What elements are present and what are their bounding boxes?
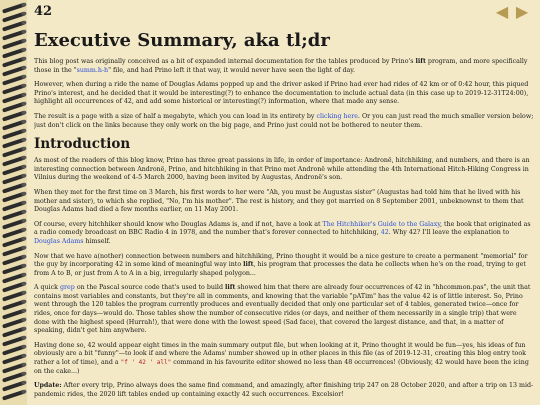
text: Having done so, 42 would appear eight times in the main summary output file, but when looking at it, Prino thought it would be fun—yes, his ideas of fun obviously are a bit "funny"—to look if and where the Adams' number showed up in other places in this file (as of 2019-12-31, creating this blog entry took rather a lot of time), and a bbox=[34, 341, 526, 367]
program-name: lift bbox=[243, 261, 254, 269]
text: Of course, every hitchhiker should know who Douglas Adams is, and if not, have a look at bbox=[34, 220, 323, 228]
text: himself. bbox=[83, 237, 111, 245]
document-page bbox=[34, 0, 534, 405]
text: This blog post was originally conceived as a bit of expanded internal documentation for the tables produced by Prino's bbox=[34, 58, 416, 65]
body-paragraph-4 bbox=[34, 253, 534, 279]
body-paragraph-2: When they met for the first time on 3 March, his first words to her were "Ah, you must be Augustas sister" (Augustas had told him that he lived with his mother and sister), to which she replied, "No, I'm his mother". The rest is history, and they got married on 8 September 2001, unbeknownst to them that Douglas Adams had died a few months earlier, on 11 May 2001. bbox=[34, 188, 524, 214]
body-paragraph-6 bbox=[34, 342, 534, 376]
summ-file-link[interactable]: summ.h-h bbox=[76, 66, 109, 74]
body-paragraph-3 bbox=[34, 221, 534, 247]
program-name: lift bbox=[415, 58, 426, 65]
body-paragraph-1: As most of the readers of this blog know, Prino has three great passions in life, in order of importance: Andronë, hitchhiking, and numbers, and there is an interesting connection between Andronë, Prino, and hitchhiking in that Prino met Andronë while attending the 4th International Hitch-Hiking Congress in Vilnius during the weekend of 4-5 March 2000, having been invited by Augustas, Andronë's son. bbox=[34, 157, 530, 182]
right-arrow-icon[interactable]: ▶ bbox=[515, 2, 529, 21]
left-arrow-icon[interactable]: ◀ bbox=[495, 2, 509, 21]
grep-link[interactable]: grep bbox=[60, 284, 75, 292]
text: A quick bbox=[34, 284, 60, 292]
text: command in his favourite editor showed no less than 48 occurrences! (Obviously, 42 would have been the icing on the cake...) bbox=[34, 359, 529, 375]
text: . Or you can just read the much smaller version below; just don't click on the links because they only work on the big page, and Prino just could not be bothered to neuter them. bbox=[34, 112, 534, 129]
spiral-binding bbox=[0, 0, 27, 405]
page-navigation bbox=[492, 4, 532, 20]
text: After every trip, Prino always does the same find command, and amazingly, after finishing trip 247 on 28 October 2020, and after a trip on 13 mid-pandemic rides, the 2020 lift tables ended up containing exactly 42 such occurrences. Excelsior! bbox=[34, 382, 534, 398]
page-number: 42 bbox=[34, 4, 53, 19]
text: The result is a page with a size of half a megabyte, which you can load in its entirety by bbox=[34, 112, 317, 120]
body-paragraph-5 bbox=[34, 284, 534, 336]
text: " file, and had Prino left it that way, it would never have seen the light of day. bbox=[108, 66, 355, 74]
update-label: Update: bbox=[34, 382, 62, 390]
intro-paragraph-2: However, when during a ride the name of Douglas Adams popped up and the driver asked if Prino had ever had rides of 42 km or of 0:42 hour, this piqued Prino's interest, and he decided that it would be interesting(?) to enhance the documentation to include actual data (in this case up to 2019-12-31T24:00), highlight all occurrences of 42, and add some historical or interesting(?) information, where that made any sense. bbox=[34, 81, 529, 106]
hitchhikers-guide-link[interactable]: The Hitchhiker's Guide to the Galaxy bbox=[322, 220, 441, 228]
intro-paragraph-1 bbox=[34, 58, 534, 75]
page-title: Executive Summary, aka tl;dr bbox=[34, 30, 330, 51]
top-bar bbox=[34, 4, 534, 22]
update-paragraph bbox=[34, 382, 534, 399]
binding-ring bbox=[2, 389, 26, 400]
section-heading-introduction: Introduction bbox=[34, 136, 131, 153]
full-page-link[interactable]: clicking here bbox=[316, 112, 359, 120]
program-name: lift bbox=[224, 284, 236, 292]
text: showed him that there are already four occurrences of 42 in "hhcommon.pas", the unit that contains most variables and constants, but they're all in comments, and knowing that the variable "pATim" has the value 42 is of little interest. So, Prino went through the 120 tables the program currently produces and eventually decided that only one particular set of 4 tables, generated twice—once for rides, once for days—would do. Those tables show the number of consecutive rides (or days, and neither of them necessarily in a single trip) that were done with the highest speed (Hurrah!), that were done with the lowest speed (Sad face), that covered the largest distance, and that, in a matter of speaking, didn't get him anywhere. bbox=[34, 284, 531, 335]
text: on the Pascal source code that's used to build bbox=[74, 284, 225, 292]
text: , his program that processes the data he collects when he's on the road, trying to get from A to B, or just from A to A in a big, irregularly shaped polygon... bbox=[34, 261, 526, 277]
text: Now that we have a(nother) connection between numbers and hitchhiking, Prino thought it would be a nice gesture to create a permanent "memorial" for the guy by incorporating 42 in some kind of meaningful way into bbox=[34, 252, 528, 269]
text: program, and more specifically those in the " bbox=[34, 58, 528, 74]
text: . Why 42? I'll leave the explanation to bbox=[388, 229, 510, 237]
douglas-adams-link[interactable]: Douglas Adams bbox=[34, 237, 84, 245]
article bbox=[34, 30, 534, 405]
intro-paragraph-3 bbox=[34, 113, 534, 130]
editor-command: "f ' 42 ' all" bbox=[120, 359, 172, 367]
number-42-link[interactable]: 42 bbox=[380, 229, 389, 237]
text: , the book that originated as a radio comedy broadcast on BBC Radio 4 in 1978, and the number that's forever connected to hitchhiking, bbox=[34, 220, 531, 237]
